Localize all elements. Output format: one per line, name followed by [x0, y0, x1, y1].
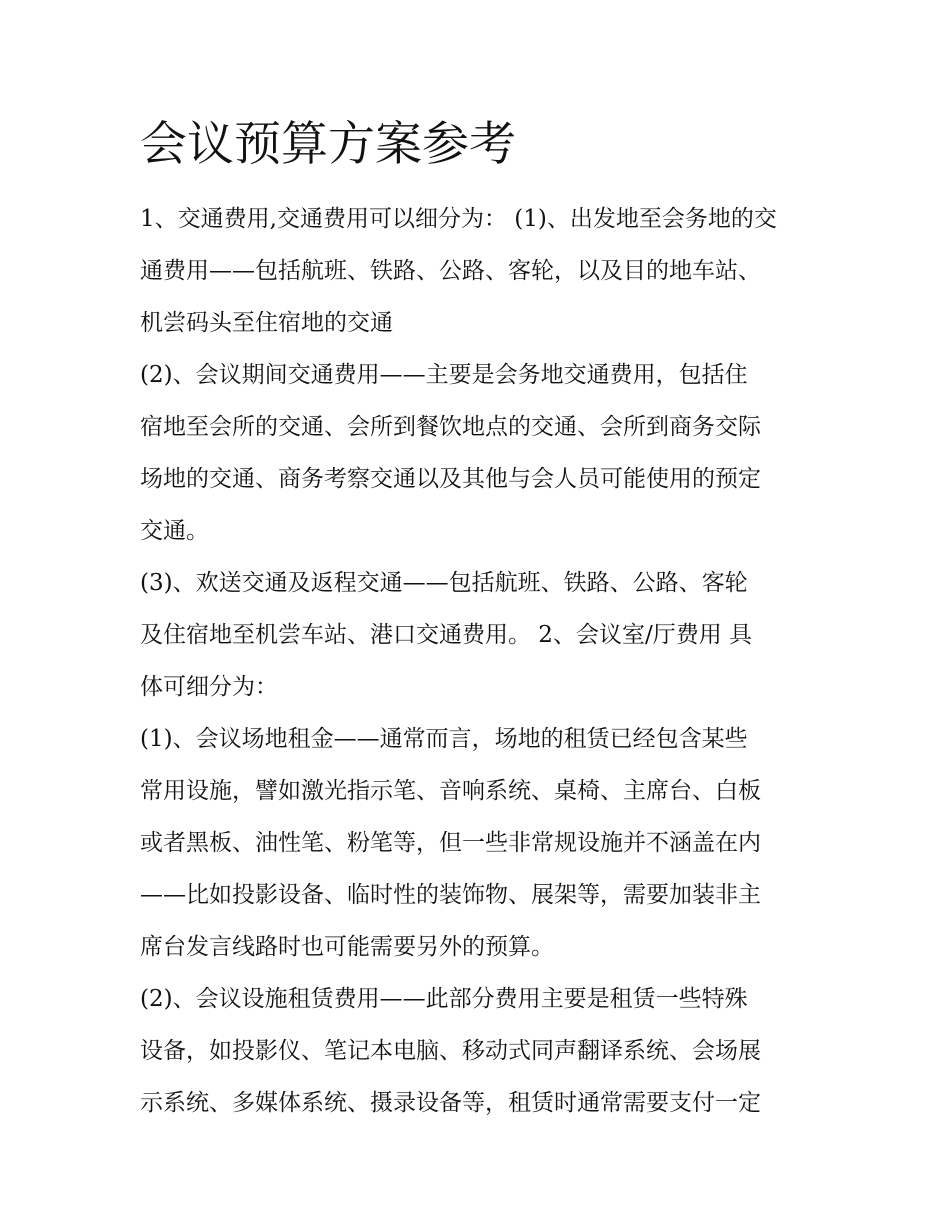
text-line: 席台发言线路时也可能需要另外的预算。 — [140, 934, 554, 960]
text-line: 设备，如投影仪、笔记本电脑、移动式同声翻译系统、会场展 — [140, 1038, 761, 1064]
text-line: 示系统、多媒体系统、摄录设备等，租赁时通常需要支付一定 — [140, 1090, 761, 1116]
text-line: 常用设施，譬如激光指示笔、音响系统、桌椅、主席台、白板 — [140, 778, 761, 804]
text-line: 交通。 — [140, 518, 209, 544]
text-line: 及住宿地至机尝车站、港口交通费用。 2、会议室/厅费用 具 — [140, 622, 753, 648]
text-line: 或者黑板、油性笔、粉笔等，但一些非常规设施并不涵盖在内 — [140, 830, 761, 856]
text-line: 机尝码头至住宿地的交通 — [140, 310, 393, 336]
text-line: 体可细分为： — [140, 674, 278, 700]
text-line: 场地的交通、商务考察交通以及其他与会人员可能使用的预定 — [140, 466, 761, 492]
paragraph-equipment-rental — [140, 973, 820, 1129]
text-line: ——比如投影设备、临时性的装饰物、展架等，需要加装非主 — [140, 882, 761, 908]
paragraph-meeting-transport — [140, 349, 820, 557]
text-line: (1)、会议场地租金——通常而言，场地的租赁已经包含某些 — [140, 726, 748, 752]
text-line: 1、交通费用,交通费用可以细分为： (1)、出发地至会务地的交 — [140, 206, 777, 232]
text-line: (2)、会议期间交通费用——主要是会务地交通费用，包括住 — [140, 362, 748, 388]
text-line: (2)、会议设施租赁费用——此部分费用主要是租赁一些特殊 — [140, 986, 748, 1012]
paragraph-venue-rent — [140, 713, 820, 973]
document-body — [140, 193, 820, 1129]
paragraph-transport-fees — [140, 193, 820, 349]
text-line: (3)、欢送交通及返程交通——包括航班、铁路、公路、客轮 — [140, 570, 748, 596]
text-line: 通费用——包括航班、铁路、公路、客轮，以及目的地车站、 — [140, 258, 761, 284]
document-title: 会议预算方案参考 — [140, 117, 516, 172]
paragraph-farewell-transport — [140, 557, 820, 713]
text-line: 宿地至会所的交通、会所到餐饮地点的交通、会所到商务交际 — [140, 414, 761, 440]
